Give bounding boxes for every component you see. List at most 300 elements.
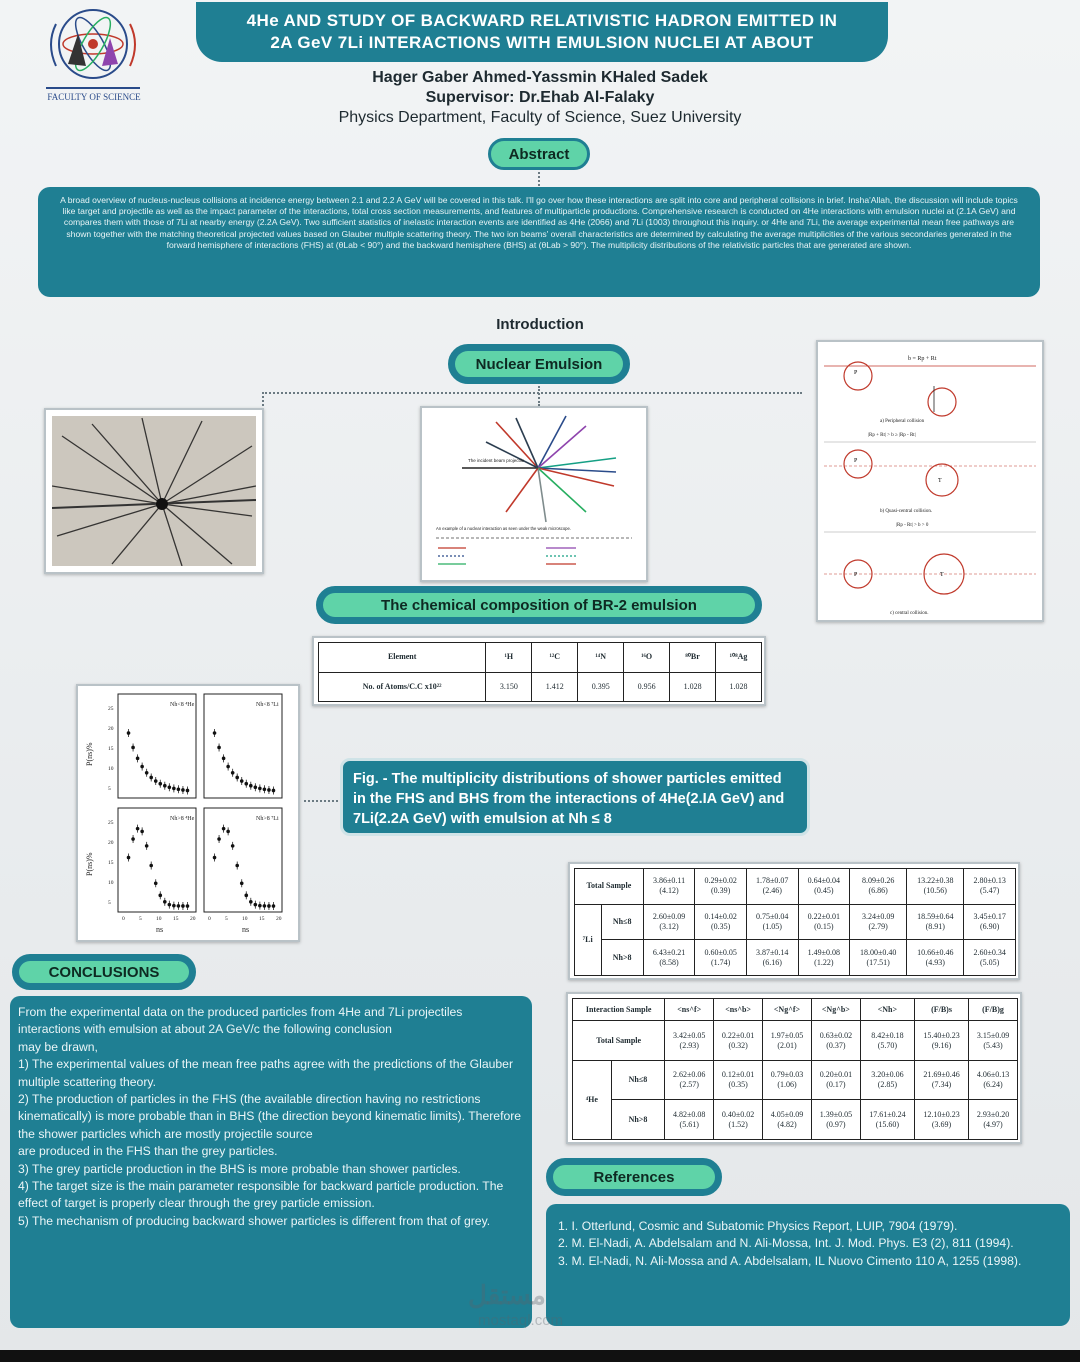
- conclusion-line: are produced in the FHS than the grey particles.: [18, 1144, 278, 1159]
- table-row: [575, 940, 1016, 976]
- table-header: ¹²C: [532, 643, 578, 673]
- cell-theory-value: (2.57): [679, 1080, 699, 1090]
- table-header: <Ng^f>: [763, 999, 812, 1021]
- data-point: [222, 827, 226, 831]
- x-tick-label: 10: [242, 916, 248, 922]
- cell-value: 18.59±0.64: [917, 911, 954, 921]
- cell-value: 0.64±0.04: [807, 876, 841, 886]
- data-point: [249, 784, 253, 788]
- cell-theory-value: (5.05): [980, 957, 1000, 967]
- table-header: Interaction Sample: [573, 999, 665, 1021]
- cell-value: 2.80±0.13: [973, 876, 1006, 886]
- data-point: [140, 830, 144, 834]
- cell-value: 17.61±0.24: [869, 1109, 906, 1119]
- data-point: [226, 830, 230, 834]
- chemical-table-panel: [312, 636, 766, 706]
- table-row: [575, 869, 1016, 905]
- table-row: [573, 1060, 1018, 1100]
- plot-frame: [204, 808, 282, 912]
- cell-theory-value: (8.58): [659, 957, 679, 967]
- data-point: [231, 771, 235, 775]
- table-cell: [914, 1060, 968, 1100]
- table-cell: 3.150: [486, 672, 532, 702]
- reference-item: 2. M. El-Nadi, A. Abdelsalam and N. Ali-Mossa, Int. J. Mod. Phys. E3 (2), 811 (1994).: [558, 1236, 1014, 1251]
- quasi-formula: |Rp - Rt| > b > 0: [896, 523, 929, 528]
- connector: [538, 386, 540, 406]
- table-cell: [714, 1100, 763, 1140]
- plot-frame: [118, 694, 196, 798]
- cell-value: 10.66±0.46: [917, 947, 954, 957]
- table-header: (F/B)g: [969, 999, 1018, 1021]
- plot-frame: [118, 808, 196, 912]
- cell-theory-value: (1.22): [814, 957, 834, 967]
- data-point: [272, 904, 276, 908]
- table-cell: 1.028: [670, 672, 716, 702]
- cell-theory-value: (10.56): [923, 886, 947, 896]
- p-label: P: [854, 370, 858, 376]
- p-label: P: [854, 458, 858, 464]
- table-header: <ns^f>: [665, 999, 714, 1021]
- collision-formula-top: b = Rp + Rt: [908, 356, 937, 362]
- data-point: [149, 864, 153, 868]
- x-axis-label: ns: [156, 925, 164, 934]
- chemical-table: [318, 642, 762, 702]
- cell-value: 3.42±0.05: [673, 1030, 706, 1040]
- diagram-caption: An example of a nuclear interaction as seen under the weak microscope.: [436, 526, 572, 531]
- cell-value: 6.43±0.21: [652, 947, 686, 957]
- y-tick-label: 5: [108, 900, 111, 906]
- department: Physics Department, Faculty of Science, Suez University: [338, 109, 742, 126]
- cell-theory-value: (2.93): [679, 1040, 699, 1050]
- cell-theory-value: (8.91): [925, 921, 945, 931]
- data-point: [163, 900, 167, 904]
- table-cell: [643, 904, 695, 940]
- data-point: [267, 904, 271, 908]
- peripheral-label: a) Peripheral collision: [880, 419, 925, 424]
- abstract-text: A broad overview of nucleus-nucleus collisions at incidence energy between 2.1 and 2.2 A GeV will be covered in this talk. I'll go over how these interactions are split into core and peripheral collisions in brief. Insha'Allah, the discussion will include topics like target and projectile as well as the impact parameter of the interactions, total cross section measurements, and features of multiparticle productions. Comprehensive research is conducted on 4He interactions with emulsion nuclei at (2.1A GeV) and compares them with those of 7Li at nearby energy (2.2A GeV). Two sufficient statistics of inelastic interaction events are identified as 4He (2066) and 7Li (1003) throughout this inquiry. or 4He and 7Li, the average experimental mean free pathways are shown together with the matching theoretical projected values based on Glauber multiple scattering theory. The two ion beams' overall characteristics are determined by calculating the average multiplicities of the various secondaries generated in the forward hemisphere of interactions (FHS) at (θLab < 90°) and the backward hemisphere (BHS) at (θLab > 90°). The multiplicity distributions of the relativistic particles that are generated are shown.: [38, 187, 1040, 297]
- table-header: ¹H: [486, 643, 532, 673]
- authors: Hager Gaber Ahmed-Yassmin KHaled Sadek: [372, 69, 708, 86]
- x-tick-label: 15: [173, 916, 179, 922]
- panel-label: Nh<8 ⁴He: [170, 702, 195, 708]
- table-cell: [798, 904, 850, 940]
- cell-value: 0.14±0.02: [704, 911, 737, 921]
- table-cell: [964, 940, 1016, 976]
- y-tick-label: 10: [108, 766, 114, 772]
- data-point: [272, 789, 276, 793]
- conclusion-line: 3) The grey particle production in the BHS is more probable than shower particles.: [18, 1161, 461, 1176]
- table-cell: [850, 940, 907, 976]
- peripheral-formula: |Rp + Rt| > b ≥ |Rp - Rt|: [868, 433, 916, 438]
- conclusion-line: 1) The experimental values of the mean free paths agree with the predictions of the Glauber multiple scattering theory.: [18, 1057, 514, 1089]
- cell-value: 2.60±0.09: [652, 911, 686, 921]
- cell-theory-value: (4.12): [659, 886, 679, 896]
- table-cell: [714, 1021, 763, 1061]
- data-point: [154, 881, 158, 885]
- cell-theory-value: (5.61): [679, 1119, 699, 1129]
- cell-value: 0.22±0.01: [807, 911, 841, 921]
- reference-item: 1. I. Otterlund, Cosmic and Subatomic Physics Report, LUIP, 7904 (1979).: [558, 1219, 958, 1233]
- data-point: [181, 788, 185, 792]
- cell-value: 15.40±0.23: [923, 1030, 960, 1040]
- x-tick-label: 10: [156, 916, 162, 922]
- cell-value: 0.63±0.02: [819, 1030, 853, 1040]
- cell-value: 4.05±0.09: [770, 1109, 804, 1119]
- references-heading: [546, 1158, 722, 1196]
- table-row-label: Nh≤8: [601, 904, 643, 940]
- data-point: [244, 782, 248, 786]
- multiplicity-figure: [76, 684, 300, 942]
- data-point: [131, 746, 135, 750]
- cell-value: 1.78±0.07: [756, 876, 789, 886]
- emulsion-star-image-icon: [52, 416, 256, 566]
- references-heading-label: References: [553, 1165, 715, 1189]
- table-header: ¹⁴N: [578, 643, 624, 673]
- reference-item: 3. M. El-Nadi, N. Ali-Mossa and A. Abdelsalam, IL Nuovo Cimento 110 A, 1255 (1998).: [558, 1253, 1022, 1268]
- poster-title: [196, 2, 888, 62]
- table-cell: [665, 1021, 714, 1061]
- y-tick-label: 25: [108, 820, 114, 826]
- cell-value: 0.40±0.02: [721, 1109, 755, 1119]
- table-row-label: Nh≤8: [611, 1060, 665, 1100]
- table-cell: [964, 904, 1016, 940]
- cell-value: 8.42±0.18: [871, 1030, 904, 1040]
- data-point: [168, 785, 172, 789]
- he-table-panel: [566, 992, 1022, 1144]
- table-cell: [763, 1021, 812, 1061]
- x-tick-label: 20: [276, 916, 282, 922]
- data-point: [235, 776, 239, 780]
- table-cell: [811, 1100, 860, 1140]
- plot-frame: [204, 694, 282, 798]
- table-cell: [969, 1100, 1018, 1140]
- table-cell: 0.956: [624, 672, 670, 702]
- cell-value: 2.60±0.34: [973, 947, 1006, 957]
- y-axis-label: P(ns)%: [85, 852, 94, 876]
- table-cell: [665, 1060, 714, 1100]
- data-point: [258, 904, 262, 908]
- data-point: [127, 731, 131, 735]
- cell-theory-value: (7.34): [931, 1080, 952, 1090]
- interaction-diagram: [420, 406, 648, 582]
- title-line-2: 2A GeV 7Li INTERACTIONS WITH EMULSION NUCLEI AT ABOUT: [270, 33, 814, 52]
- table-cell: [798, 940, 850, 976]
- t-label: T: [940, 572, 944, 578]
- cell-theory-value: (3.69): [931, 1119, 952, 1129]
- data-point: [181, 904, 185, 908]
- cell-value: 0.60±0.05: [704, 947, 737, 957]
- emulsion-photo: [44, 408, 264, 574]
- data-point: [263, 904, 267, 908]
- table-header: ⁸⁰Br: [670, 643, 716, 673]
- cell-theory-value: (0.35): [710, 921, 731, 931]
- table-cell: 1.412: [532, 672, 578, 702]
- data-point: [136, 757, 140, 761]
- cell-theory-value: (2.46): [762, 886, 782, 896]
- cell-theory-value: (0.97): [826, 1119, 846, 1129]
- title-line-1: 4He AND STUDY OF BACKWARD RELATIVISTIC HADRON EMITTED IN: [246, 11, 838, 30]
- y-tick-label: 5: [108, 786, 111, 792]
- table-row-label: Nh>8: [611, 1100, 665, 1140]
- table-cell: [860, 1021, 914, 1061]
- table-row-label: No. of Atoms/C.C x10²²: [319, 672, 486, 702]
- cell-value: 12.10±0.23: [923, 1109, 960, 1119]
- table-cell: [850, 904, 907, 940]
- table-cell: [695, 869, 747, 905]
- watermark-logo: مستقل: [468, 1280, 546, 1310]
- data-point: [140, 765, 144, 769]
- logo-caption: FACULTY OF SCIENCE: [47, 92, 141, 102]
- li-table: [574, 868, 1016, 976]
- data-point: [254, 903, 258, 907]
- cell-theory-value: (4.82): [777, 1119, 797, 1129]
- table-row: [575, 904, 1016, 940]
- x-tick-label: 5: [139, 916, 142, 922]
- x-axis-label: ns: [242, 925, 250, 934]
- x-tick-label: 15: [259, 916, 265, 922]
- table-cell: 0.395: [578, 672, 624, 702]
- cell-theory-value: (4.93): [925, 957, 945, 967]
- table-cell: [746, 869, 798, 905]
- data-point: [131, 837, 135, 841]
- table-cell: [643, 940, 695, 976]
- connector: [262, 392, 264, 406]
- he-table: [572, 998, 1018, 1140]
- cell-value: 1.49±0.08: [807, 947, 841, 957]
- faculty-logo: [38, 4, 148, 108]
- cell-theory-value: (6.90): [980, 921, 1000, 931]
- cell-value: 8.09±0.26: [861, 876, 895, 886]
- ion-label: ⁷Li: [575, 904, 602, 975]
- cell-theory-value: (17.51): [866, 957, 890, 967]
- data-point: [267, 788, 271, 792]
- data-point: [231, 844, 235, 848]
- t-label: T: [938, 478, 942, 484]
- data-point: [158, 894, 162, 898]
- table-row-label: Total Sample: [573, 1021, 665, 1061]
- data-point: [244, 894, 248, 898]
- data-point: [145, 771, 149, 775]
- table-cell: [695, 904, 747, 940]
- references-list: [546, 1204, 1070, 1326]
- table-cell: [714, 1060, 763, 1100]
- table-row-label: Nh>8: [601, 940, 643, 976]
- cell-value: 13.22±0.38: [917, 876, 954, 886]
- table-cell: [746, 940, 798, 976]
- table-row: [573, 1021, 1018, 1061]
- data-point: [145, 844, 149, 848]
- data-point: [172, 904, 176, 908]
- chemical-heading-label: The chemical composition of BR-2 emulsion: [323, 593, 755, 617]
- author-block: [260, 68, 820, 128]
- data-point: [172, 787, 176, 791]
- table-cell: [860, 1060, 914, 1100]
- table-header: ¹⁶O: [624, 643, 670, 673]
- cell-value: 2.62±0.06: [673, 1070, 706, 1080]
- cell-theory-value: (2.85): [877, 1080, 898, 1090]
- cell-theory-value: (5.47): [980, 886, 1000, 896]
- conclusion-line: 2) The production of particles in the FHS (the available direction having no restrictions kinematically) is more probable than in BHS (the direction beyond kinematic limits). Therefore the shower particles which are mostly projectile source: [18, 1092, 522, 1141]
- data-point: [213, 856, 217, 860]
- cell-value: 1.97±0.05: [770, 1030, 804, 1040]
- ion-label: ⁴He: [573, 1060, 612, 1139]
- data-point: [127, 856, 131, 860]
- cell-value: 3.24±0.09: [861, 911, 895, 921]
- table-header: Element: [319, 643, 486, 673]
- cell-value: 3.86±0.11: [653, 876, 686, 886]
- data-point: [177, 787, 181, 791]
- data-point: [217, 837, 221, 841]
- data-point: [149, 776, 153, 780]
- panel-label: Nh>8 ⁷Li: [256, 816, 279, 822]
- table-header: ¹⁰⁸Ag: [716, 643, 762, 673]
- nuclear-emulsion-label: Nuclear Emulsion: [455, 351, 623, 377]
- cell-value: 4.82±0.08: [673, 1109, 706, 1119]
- y-tick-label: 25: [108, 706, 114, 712]
- data-point: [240, 881, 244, 885]
- data-point: [222, 757, 226, 761]
- table-header: <Nh>: [860, 999, 914, 1021]
- introduction-heading: Introduction: [496, 316, 584, 333]
- central-label: c) central collision.: [890, 611, 929, 616]
- data-point: [249, 900, 253, 904]
- cell-value: 18.00±0.40: [859, 947, 897, 957]
- collision-types-panel: [816, 340, 1044, 622]
- cell-value: 4.06±0.13: [976, 1070, 1010, 1080]
- cell-theory-value: (3.12): [659, 921, 679, 931]
- li-table-panel: [568, 862, 1020, 980]
- conclusion-line: 5) The mechanism of producing backward shower particles is different from that of grey.: [18, 1213, 491, 1228]
- table-cell: [798, 869, 850, 905]
- cell-theory-value: (5.70): [877, 1040, 898, 1050]
- data-point: [177, 904, 181, 908]
- data-point: [226, 765, 230, 769]
- cell-theory-value: (5.43): [983, 1040, 1003, 1050]
- data-point: [168, 903, 172, 907]
- cell-theory-value: (1.05): [762, 921, 782, 931]
- conclusion-line: From the experimental data on the produced particles from 4He and 7Li projectiles interactions with emulsion at about 2A GeV/c the following conclusion: [18, 1005, 463, 1037]
- cell-theory-value: (0.45): [814, 886, 834, 896]
- table-cell: [914, 1100, 968, 1140]
- conclusions-heading: [12, 954, 196, 990]
- data-point: [163, 784, 167, 788]
- y-tick-label: 10: [108, 880, 114, 886]
- data-point: [254, 785, 258, 789]
- chemical-heading: [316, 586, 762, 624]
- x-tick-label: 5: [225, 916, 228, 922]
- cell-value: 21.69±0.46: [923, 1070, 960, 1080]
- table-cell: [763, 1060, 812, 1100]
- connector: [538, 172, 540, 186]
- conclusions-text: [10, 996, 532, 1328]
- table-cell: [695, 940, 747, 976]
- watermark-site: mostaql.com: [478, 1312, 564, 1329]
- data-point: [258, 787, 262, 791]
- cell-theory-value: (0.39): [710, 886, 731, 896]
- cell-value: 0.12±0.01: [721, 1070, 755, 1080]
- cell-theory-value: (0.35): [728, 1080, 748, 1090]
- data-point: [154, 779, 158, 783]
- table-cell: [860, 1100, 914, 1140]
- table-header: (F/B)s: [914, 999, 968, 1021]
- cell-theory-value: (2.79): [868, 921, 888, 931]
- quasi-label: b) Quasi-central collision.: [880, 509, 933, 514]
- table-cell: [964, 869, 1016, 905]
- cell-theory-value: (1.06): [777, 1080, 797, 1090]
- cell-value: 0.79±0.03: [770, 1070, 804, 1080]
- table-header: <Ng^b>: [811, 999, 860, 1021]
- data-point: [136, 827, 140, 831]
- cell-theory-value: (4.97): [983, 1119, 1003, 1129]
- table-cell: [907, 904, 964, 940]
- y-tick-label: 15: [108, 746, 114, 752]
- data-point: [263, 787, 267, 791]
- table-cell: 1.028: [716, 672, 762, 702]
- cell-theory-value: (0.15): [814, 921, 834, 931]
- table-cell: [746, 904, 798, 940]
- table-cell: [811, 1021, 860, 1061]
- data-point: [158, 782, 162, 786]
- table-cell: [907, 940, 964, 976]
- connector: [304, 800, 338, 802]
- cell-theory-value: (0.17): [826, 1080, 846, 1090]
- table-cell: [969, 1060, 1018, 1100]
- cell-value: 0.22±0.01: [721, 1030, 755, 1040]
- conclusion-line: may be drawn,: [18, 1039, 98, 1054]
- diagram-title: The incident beam projectile: [468, 458, 525, 463]
- table-cell: [914, 1021, 968, 1061]
- bottom-bar: [0, 1350, 1080, 1362]
- cell-theory-value: (0.37): [826, 1040, 846, 1050]
- cell-theory-value: (9.16): [931, 1040, 952, 1050]
- table-row: [573, 1100, 1018, 1140]
- conclusion-line: 4) The target size is the main parameter responsible for backward particle production. The effect of target is properly clear through the grey particle emission.: [18, 1179, 504, 1211]
- cell-value: 0.75±0.04: [756, 911, 789, 921]
- y-tick-label: 15: [108, 860, 114, 866]
- table-cell: [907, 869, 964, 905]
- data-point: [186, 904, 190, 908]
- cell-theory-value: (0.32): [728, 1040, 748, 1050]
- cell-theory-value: (6.86): [868, 886, 888, 896]
- y-axis-label: P(ns)%: [85, 742, 94, 766]
- figure-caption: Fig. - The multiplicity distributions of shower particles emitted in the FHS and BHS from the interactions of 4He(2.IA GeV) and 7Li(2.2A GeV) with emulsion at Nh ≤ 8: [340, 758, 810, 836]
- cell-value: 3.15±0.09: [976, 1030, 1010, 1040]
- supervisor: Supervisor: Dr.Ehab Al-Falaky: [425, 89, 655, 106]
- abstract-heading: Abstract: [488, 138, 590, 170]
- data-point: [217, 746, 221, 750]
- x-tick-label: 0: [122, 916, 125, 922]
- table-cell: [643, 869, 695, 905]
- data-point: [186, 789, 190, 793]
- p-label: P: [854, 572, 858, 578]
- conclusions-heading-label: CONCLUSIONS: [19, 961, 189, 983]
- table-cell: [665, 1100, 714, 1140]
- data-point: [213, 731, 217, 735]
- cell-value: 3.87±0.14: [756, 947, 789, 957]
- cell-theory-value: (6.24): [983, 1080, 1003, 1090]
- y-tick-label: 20: [108, 726, 114, 732]
- cell-value: 2.93±0.20: [976, 1109, 1010, 1119]
- table-header: <ns^b>: [714, 999, 763, 1021]
- cell-value: 0.20±0.01: [819, 1070, 853, 1080]
- cell-value: 3.45±0.17: [973, 911, 1006, 921]
- cell-theory-value: (15.60): [875, 1119, 900, 1129]
- cell-theory-value: (1.52): [728, 1119, 748, 1129]
- cell-value: 3.20±0.06: [871, 1070, 904, 1080]
- y-tick-label: 20: [108, 840, 114, 846]
- data-point: [240, 779, 244, 783]
- cell-theory-value: (2.01): [777, 1040, 797, 1050]
